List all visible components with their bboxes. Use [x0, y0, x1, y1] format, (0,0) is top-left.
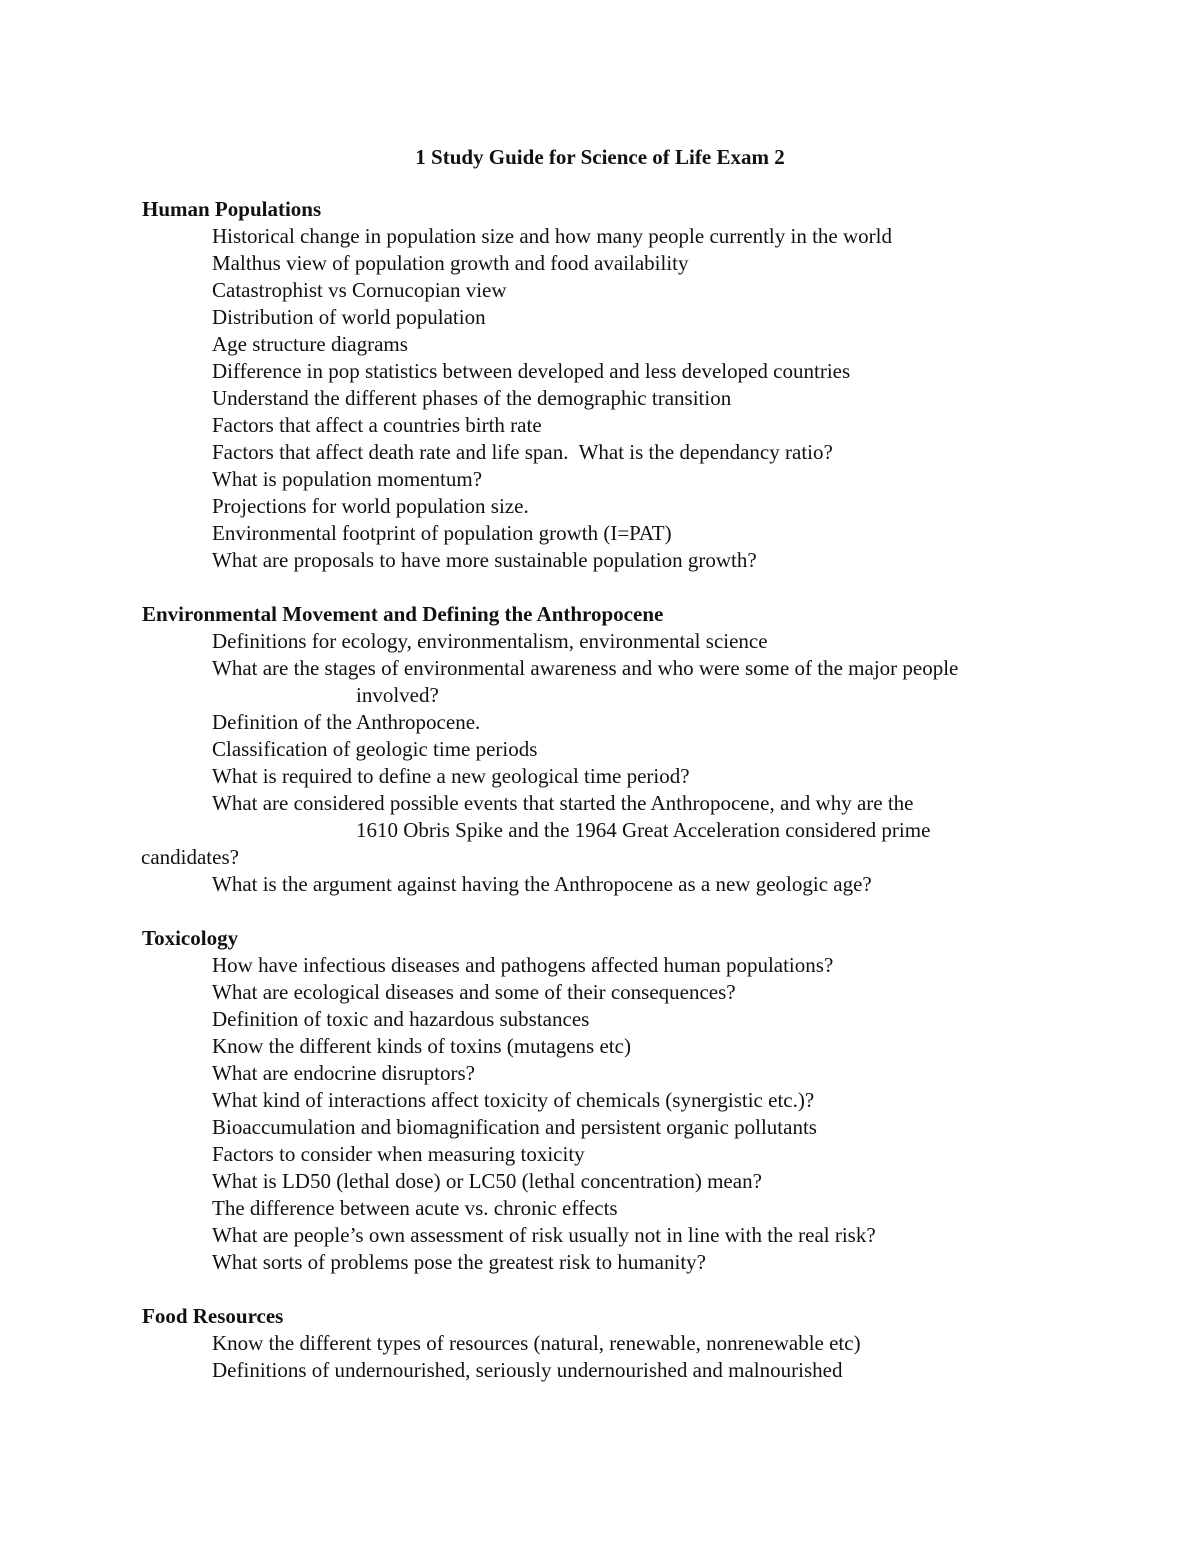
section-food-resources — [142, 1303, 1062, 1384]
list-item: Definitions of undernourished, seriously undernourished and malnourished — [212, 1358, 843, 1382]
list-item: Understand the different phases of the demographic transition — [212, 386, 732, 410]
list-item: What is population momentum? — [212, 467, 483, 491]
list-item-continuation: candidates? — [141, 845, 239, 869]
section-human-populations — [142, 196, 1062, 574]
list-item: Age structure diagrams — [212, 332, 408, 356]
list-item: Difference in pop statistics between developed and less developed countries — [212, 359, 851, 383]
list-item: What is the argument against having the Anthropocene as a new geologic age? — [212, 872, 872, 896]
list-item: What is required to define a new geological time period? — [212, 764, 690, 788]
list-item: What are the stages of environmental awareness and who were some of the major people — [212, 656, 959, 680]
list-item: What kind of interactions affect toxicity of chemicals (synergistic etc.)? — [212, 1088, 815, 1112]
section-heading: Human Populations — [142, 197, 322, 221]
list-item: Factors to consider when measuring toxicity — [212, 1142, 585, 1166]
list-item: What is LD50 (lethal dose) or LC50 (lethal concentration) mean? — [212, 1169, 762, 1193]
section-toxicology — [142, 925, 1062, 1276]
list-item: Know the different kinds of toxins (mutagens etc) — [212, 1034, 631, 1058]
section-heading: Toxicology — [142, 926, 239, 950]
list-item: What are endocrine disruptors? — [212, 1061, 475, 1085]
section-environmental-movement — [142, 601, 1062, 898]
list-item: What are people’s own assessment of risk usually not in line with the real risk? — [212, 1223, 876, 1247]
list-item: Environmental footprint of population growth (I=PAT) — [212, 521, 672, 545]
list-item-continuation: 1610 Obris Spike and the 1964 Great Acceleration considered prime — [356, 818, 931, 842]
list-item: Catastrophist vs Cornucopian view — [212, 278, 507, 302]
document-title: 1 Study Guide for Science of Life Exam 2 — [415, 145, 785, 169]
list-item: Bioaccumulation and biomagnification and persistent organic pollutants — [212, 1115, 817, 1139]
list-item: Distribution of world population — [212, 305, 486, 329]
list-item: Classification of geologic time periods — [212, 737, 538, 761]
list-item: Know the different types of resources (natural, renewable, nonrenewable etc) — [212, 1331, 861, 1355]
list-item: Definitions for ecology, environmentalism, environmental science — [212, 629, 768, 653]
list-item: What are considered possible events that started the Anthropocene, and why are the — [212, 791, 914, 815]
list-item: The difference between acute vs. chronic effects — [212, 1196, 618, 1220]
list-item: Factors that affect a countries birth rate — [212, 413, 542, 437]
document-body — [142, 196, 1062, 1411]
list-item: What are proposals to have more sustainable population growth? — [212, 548, 757, 572]
list-item: Malthus view of population growth and food availability — [212, 251, 689, 275]
list-item: Projections for world population size. — [212, 494, 529, 518]
list-item: Factors that affect death rate and life span. What is the dependancy ratio? — [212, 440, 833, 464]
list-item: Definition of the Anthropocene. — [212, 710, 481, 734]
section-heading: Environmental Movement and Defining the Anthropocene — [142, 602, 664, 626]
section-heading: Food Resources — [142, 1304, 284, 1328]
list-item: Definition of toxic and hazardous substances — [212, 1007, 590, 1031]
list-item: What sorts of problems pose the greatest risk to humanity? — [212, 1250, 706, 1274]
list-item: Historical change in population size and how many people currently in the world — [212, 224, 892, 248]
list-item-continuation: involved? — [356, 683, 439, 707]
list-item: How have infectious diseases and pathogens affected human populations? — [212, 953, 834, 977]
list-item: What are ecological diseases and some of their consequences? — [212, 980, 736, 1004]
